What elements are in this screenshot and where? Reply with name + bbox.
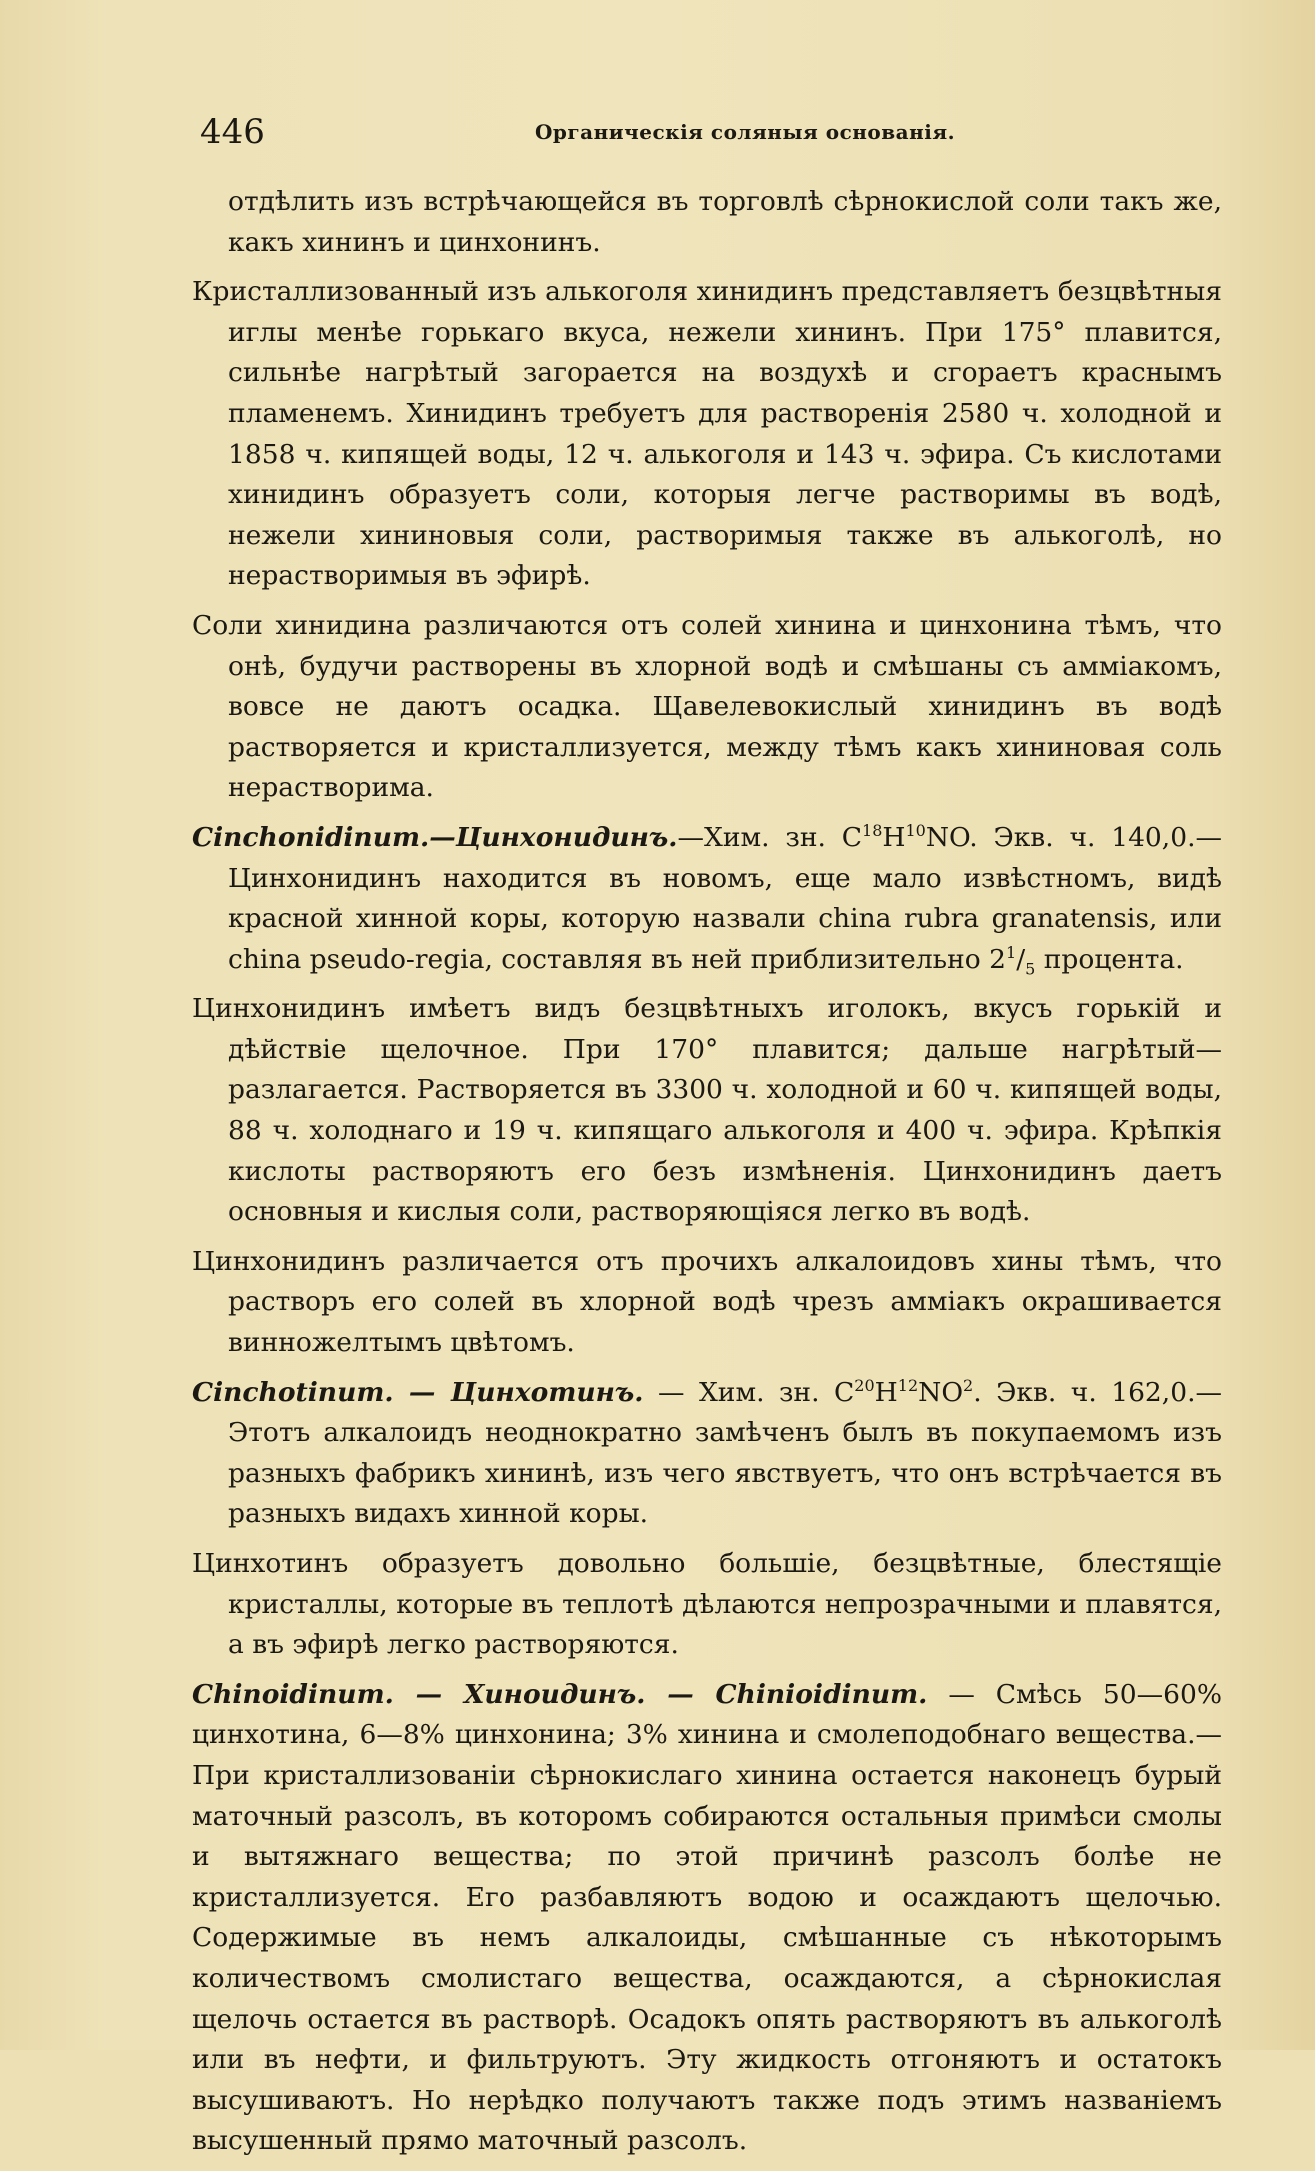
formula-superscript: 2 bbox=[963, 1375, 974, 1395]
latin-term-cinchotinum: Cinchotinum. bbox=[192, 1376, 394, 1408]
latin-term-cinchonidinum: Cinchonidinum. bbox=[192, 821, 430, 853]
formula-superscript: 20 bbox=[854, 1375, 875, 1395]
running-title: Органическія соляныя основанія. bbox=[535, 120, 956, 144]
entry-text: . Экв. ч. 162,0.— Этотъ алкалоидъ неоднократно замѣченъ былъ въ покупаемомъ изъ разныхъ фабрикъ хининѣ, изъ чего явствуетъ, что онъ встрѣчается въ разныхъ видахъ хинной коры. bbox=[228, 1376, 1223, 1530]
page-body bbox=[192, 182, 1222, 2171]
formula-text: —Хим. зн. C bbox=[677, 821, 863, 853]
latin-term-chinioidinum: — Chinioidinum. bbox=[645, 1678, 928, 1710]
formula-text: H bbox=[882, 821, 906, 853]
russian-term-cinchotine: — Цинхотинъ. bbox=[393, 1376, 644, 1408]
paragraph-continuation: отдѣлить изъ встрѣчающейся въ торговлѣ сѣрнокислой соли такъ же, какъ хининъ и цинхонинъ. bbox=[228, 186, 1222, 258]
formula-superscript: 18 bbox=[862, 821, 883, 841]
page-header bbox=[200, 112, 1220, 154]
paragraph-cinchonidine-entry: Cinchonidinum.—Цинхонидинъ.—Хим. зн. $C^{18}H^{10}NO$. Экв. ч. 140,0.— Цинхонидинъ находится въ новомъ, еще мало извѣстномъ, видѣ красной хинной коры, которую назвали china rubra granatensis, или china pseudo-regia, составляя въ ней приблизительно $2^1/_5$ процента. bbox=[192, 821, 1222, 978]
fraction-numerator: 1 bbox=[1006, 942, 1017, 962]
russian-term-cinchonidine: —Цинхонидинъ. bbox=[429, 821, 678, 853]
page-number: 446 bbox=[200, 112, 265, 152]
entry-text: — Смѣсь 50—60% цинхотина, 6—8% цинхонина; 3% хинина и смолеподобнаго вещества.— При кристаллизованіи сѣрнокислаго хинина остается наконецъ бурый маточный разсолъ, въ которомъ собираются остальныя примѣси смолы и вытяжнаго вещества; по этой причинѣ разсолъ болѣе не кристаллизуется. Его разбавляютъ водою и осаждаютъ щелочью. Содержимые въ немъ алкалоиды, смѣшанные съ нѣкоторымъ количествомъ смолистаго вещества, осаждаются, а сѣрнокислая щелочь остается въ растворѣ. Осадокъ опять растворяютъ въ алькоголѣ или въ нефти, и фильтруютъ. Эту жидкость отгоняютъ и остатокъ высушиваютъ. Но нерѣдко получаютъ также подъ этимъ названіемъ высушенный прямо маточный разсолъ. bbox=[192, 1678, 1222, 2157]
entry-text: NO. Экв. ч. 140,0.— Цинхонидинъ находится въ новомъ, еще мало извѣстномъ, видѣ красной хинной коры, которую назвали china rubra granatensis, или china pseudo-regia, составляя въ ней приблизительно 2 bbox=[228, 821, 1222, 975]
russian-term-chinoidine: — Хиноидинъ. bbox=[393, 1678, 646, 1710]
formula-text: H bbox=[874, 1376, 898, 1408]
latin-term-chinoidinum: Chinoidinum. bbox=[192, 1678, 394, 1710]
paragraph-cinchotine-properties: Цинхотинъ образуетъ довольно большіе, безцвѣтные, блестящіе кристаллы, которые въ теплотѣ дѣлаются непрозрачными и плавятся, а въ эфирѣ легко растворяются. bbox=[192, 1548, 1222, 1661]
formula-text: — Хим. зн. C bbox=[643, 1376, 855, 1408]
formula-text: NO bbox=[918, 1376, 964, 1408]
formula-superscript: 10 bbox=[905, 821, 926, 841]
paragraph-quinidine-properties: Кристаллизованный изъ алькоголя хинидинъ представляетъ безцвѣтныя иглы менѣе горькаго вкуса, нежели хининъ. При 175° плавится, сильнѣе нагрѣтый загорается на воздухѣ и сгораетъ краснымъ пламенемъ. Хинидинъ требуетъ для растворенія 2580 ч. холодной и 1858 ч. кипящей воды, 12 ч. алькоголя и 143 ч. эфира. Съ кислотами хинидинъ образуетъ соли, которыя легче растворимы въ водѣ, нежели хининовыя соли, растворимыя также въ алькоголѣ, но нерастворимыя въ эфирѣ. bbox=[192, 276, 1222, 592]
paragraph-quinidine-salts: Соли хинидина различаются отъ солей хинина и цинхонина тѣмъ, что онѣ, будучи растворены въ хлорной водѣ и смѣшаны съ амміакомъ, вовсе не даютъ осадка. Щавелевокислый хинидинъ въ водѣ растворяется и кристаллизуется, между тѣмъ какъ хининовая соль нерастворима. bbox=[192, 609, 1222, 804]
fraction-denominator: 5 bbox=[1025, 958, 1036, 978]
paragraph-cinchonidine-properties: Цинхонидинъ имѣетъ видъ безцвѣтныхъ иголокъ, вкусъ горькій и дѣйствіе щелочное. При 170° плавится; дальше нагрѣтый—разлагается. Растворяется въ 3300 ч. холодной и 60 ч. кипящей воды, 88 ч. холоднаго и 19 ч. кипящаго алькоголя и 400 ч. эфира. Крѣпкія кислоты растворяютъ его безъ измѣненія. Цинхонидинъ даетъ основныя и кислыя соли, растворяющіяся легко въ водѣ. bbox=[192, 993, 1222, 1228]
paragraph-cinchotine-entry bbox=[192, 1373, 1222, 1535]
formula-superscript: 12 bbox=[897, 1375, 919, 1395]
paragraph-chinoidine-entry bbox=[192, 1675, 1222, 2162]
paragraph-cinchonidine-distinction: Цинхонидинъ различается отъ прочихъ алкалоидовъ хины тѣмъ, что растворъ его солей въ хлорной водѣ чрезъ амміакъ окрашивается винножелтымъ цвѣтомъ. bbox=[192, 1245, 1222, 1359]
entry-text: процента. bbox=[1035, 943, 1184, 975]
